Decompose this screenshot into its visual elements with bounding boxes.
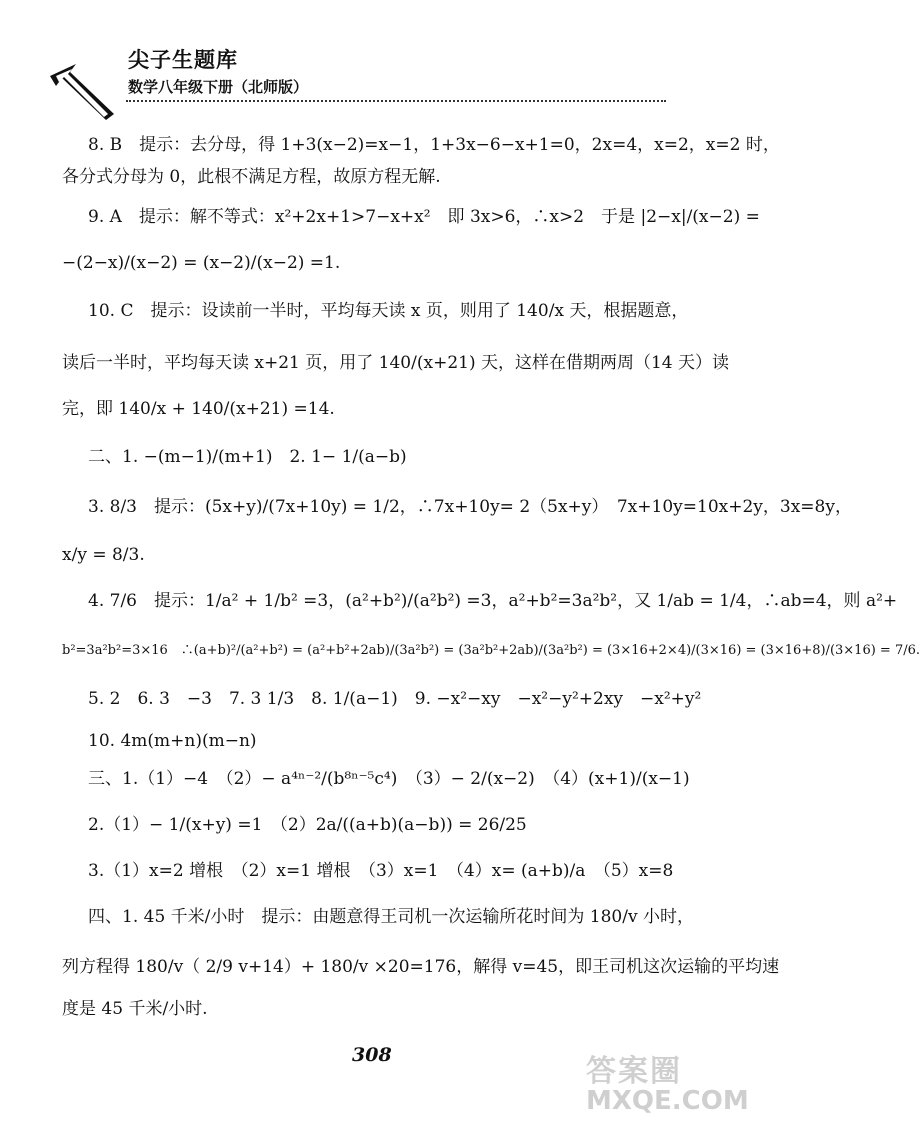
answer-line: 度是 45 千米/小时. [62, 999, 208, 1019]
arrow-logo-icon [48, 62, 118, 122]
answer-line: 5. 2 6. 3 −3 7. 3 1/3 8. 1/(a−1) 9. −x²−xy −x²−y²+2xy −x²+y² [88, 689, 702, 709]
answer-line: 各分式分母为 0，此根不满足方程，故原方程无解. [62, 167, 441, 187]
watermark-url: MXQE.COM [586, 1086, 749, 1116]
answer-line: 4. 7/6 提示：1/a² + 1/b² =3，(a²+b²)/(a²b²) =3，a²+b²=3a²b²，又 1/ab = 1/4，∴ab=4，则 a²+ [88, 591, 898, 611]
answer-line: −(2−x)/(x−2) = (x−2)/(x−2) =1. [62, 253, 341, 273]
answer-line: b²=3a²b²=3×16 ∴(a+b)²/(a²+b²) = (a²+b²+2ab)/(3a²b²) = (3a²b²+2ab)/(3a²b²) = (3×16+2×4)/(3×16) = (3×16+8)/(3×16) = 7/6. [62, 643, 920, 658]
watermark-text: 答案圈 [586, 1054, 682, 1089]
answer-line: 2.（1）− 1/(x+y) =1 （2）2a/((a+b)(a−b)) = 26/25 [88, 815, 527, 835]
answer-line: 三、1.（1）−4 （2）− a⁴ⁿ⁻²/(b⁸ⁿ⁻⁵c⁴) （3）− 2/(x−2) （4）(x+1)/(x−1) [88, 769, 690, 789]
answer-line: 8. B 提示：去分母，得 1+3(x−2)=x−1，1+3x−6−x+1=0，2x=4，x=2，x=2 时， [88, 135, 780, 155]
answer-line: 四、1. 45 千米/小时 提示：由题意得王司机一次运输所花时间为 180/v 小时， [88, 907, 694, 927]
answer-line: x/y = 8/3. [62, 545, 145, 565]
answer-line: 9. A 提示：解不等式：x²+2x+1>7−x+x² 即 3x>6，∴x>2 于是 |2−x|/(x−2) = [88, 207, 760, 227]
answer-line: 10. 4m(m+n)(m−n) [88, 731, 257, 751]
answer-line: 二、1. −(m−1)/(m+1) 2. 1− 1/(a−b) [88, 447, 407, 467]
book-subtitle: 数学八年级下册（北师版） [128, 78, 309, 96]
book-series-title: 尖子生题库 [128, 48, 238, 72]
header-divider [126, 100, 666, 102]
answer-line: 完，即 140/x + 140/(x+21) =14. [62, 399, 335, 419]
answer-line: 读后一半时，平均每天读 x+21 页，用了 140/(x+21) 天，这样在借期两周（14 天）读 [62, 353, 730, 373]
answer-line: 3. 8/3 提示：(5x+y)/(7x+10y) = 1/2，∴7x+10y= 2（5x+y） 7x+10y=10x+2y，3x=8y， [88, 497, 852, 517]
answer-line: 列方程得 180/v（ 2/9 v+14）+ 180/v ×20=176，解得 v=45，即王司机这次运输的平均速 [62, 957, 780, 977]
watermark-logo [586, 1046, 749, 1120]
answer-line: 10. C 提示：设读前一半时，平均每天读 x 页，则用了 140/x 天，根据题意， [88, 301, 689, 321]
answer-line: 3.（1）x=2 增根 （2）x=1 增根 （3）x=1 （4）x= (a+b)/a （5）x=8 [88, 861, 674, 881]
page-number: 308 [352, 1044, 392, 1066]
